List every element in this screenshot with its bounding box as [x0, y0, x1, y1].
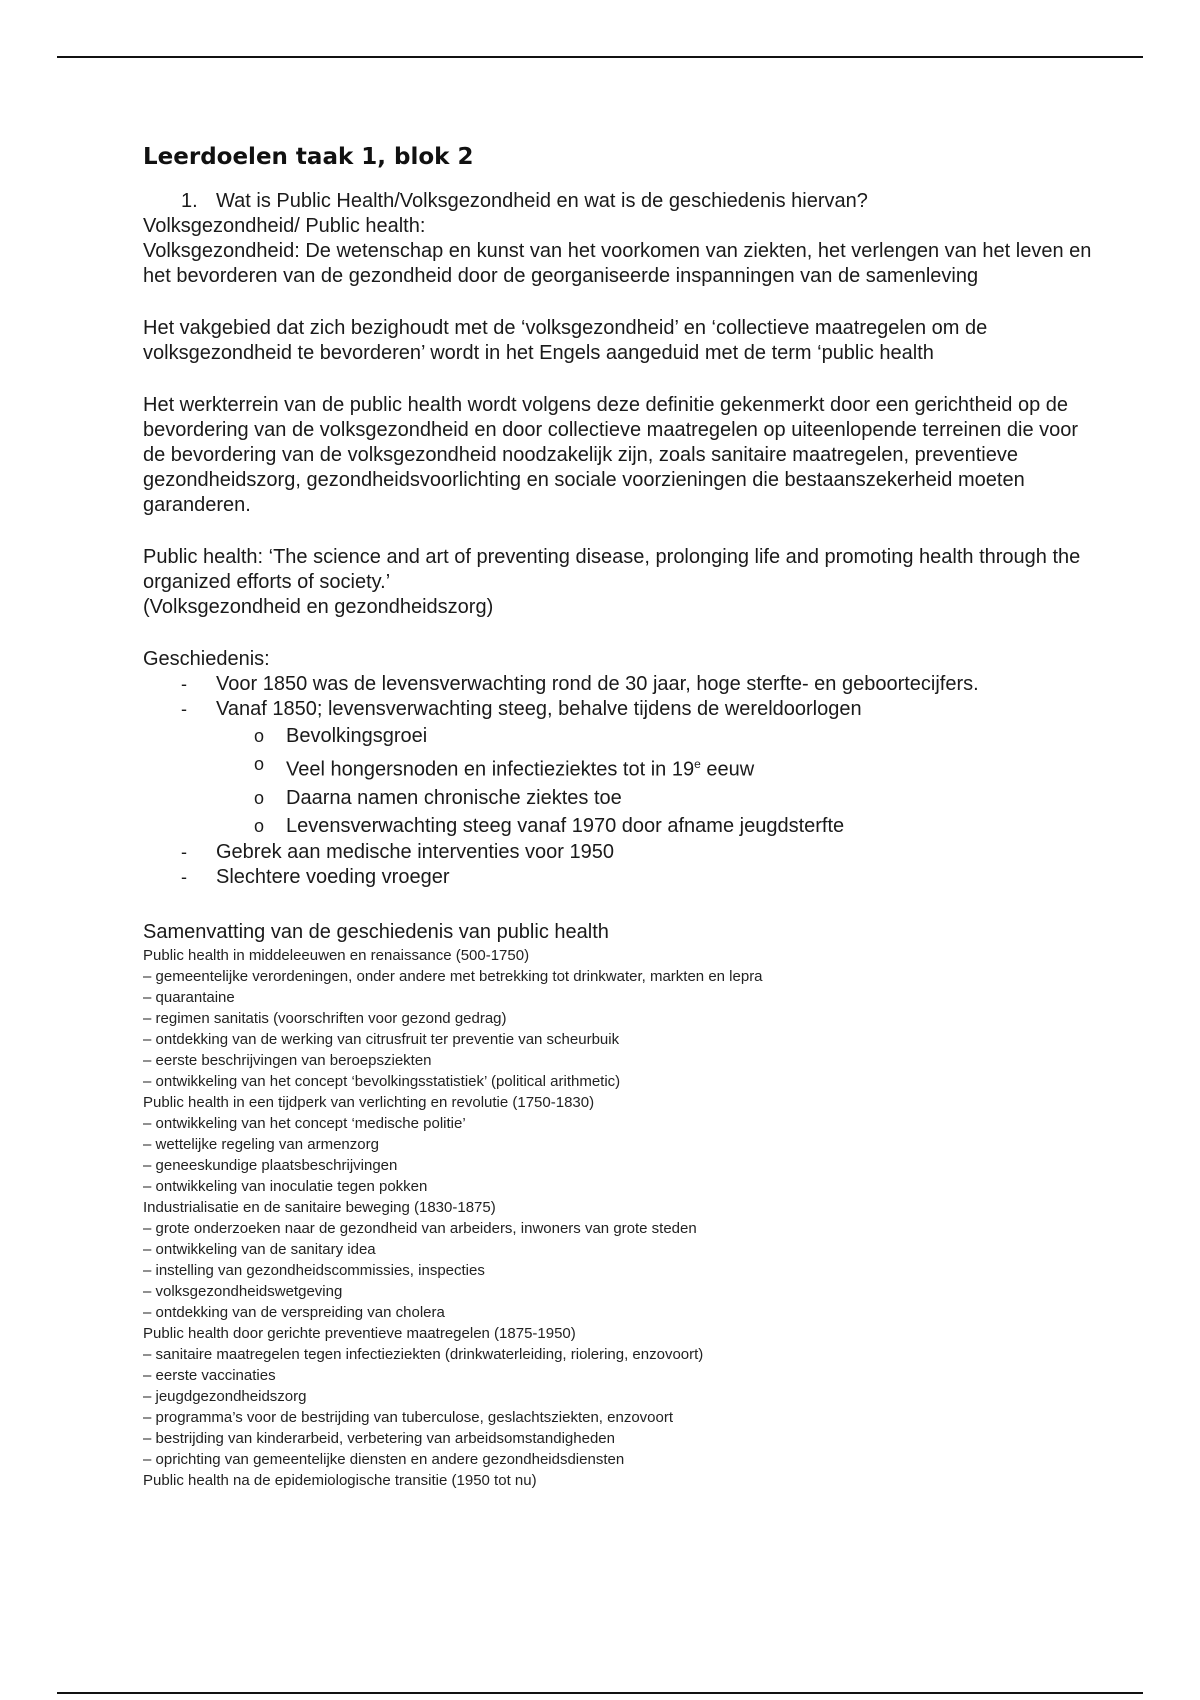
period-heading: Public health in middeleeuwen en renaissance (500-1750)	[143, 946, 530, 964]
question-1	[143, 189, 1103, 214]
header-rule	[57, 56, 1143, 58]
summary-line: – ontwikkeling van inoculatie tegen pokken	[143, 1177, 428, 1195]
summary-line: – programma’s voor de bestrijding van tuberculose, geslachtsziekten, enzovoort	[143, 1408, 674, 1426]
question-text: Wat is Public Health/Volksgezondheid en wat is de geschiedenis hiervan?	[216, 190, 868, 212]
source-citation: (Volksgezondheid en gezondheidszorg)	[143, 596, 494, 618]
summary-line: – ontdekking van de verspreiding van cholera	[143, 1303, 445, 1321]
subheading: Volksgezondheid/ Public health:	[143, 215, 426, 237]
sub-list	[216, 722, 1103, 840]
summary-line: – eerste vaccinaties	[143, 1366, 276, 1384]
summary-line: – regimen sanitatis (voorschriften voor gezond gedrag)	[143, 1009, 507, 1027]
summary-line: – gemeentelijke verordeningen, onder andere met betrekking tot drinkwater, markten en lepra	[143, 967, 763, 985]
period-heading: Industrialisatie en de sanitaire beweging (1830-1875)	[143, 1198, 496, 1216]
list-item: - Voor 1850 was de levensverwachting rond de 30 jaar, hoge sterfte- en geboortecijfers.	[181, 673, 979, 695]
summary-line: – ontwikkeling van de sanitary idea	[143, 1240, 376, 1258]
sub-list-item: o Levensverwachting steeg vanaf 1970 door afname jeugdsterfte	[254, 814, 845, 837]
question-number: 1.	[181, 190, 198, 212]
summary-line: – eerste beschrijvingen van beroepsziekten	[143, 1051, 432, 1069]
summary-line: – oprichting van gemeentelijke diensten en andere gezondheidsdiensten	[143, 1450, 625, 1468]
period-heading: Public health na de epidemiologische transitie (1950 tot nu)	[143, 1471, 537, 1489]
summary-line: – grote onderzoeken naar de gezondheid van arbeiders, inwoners van grote steden	[143, 1219, 697, 1237]
summary-line: – bestrijding van kinderarbeid, verbetering van arbeidsomstandigheden	[143, 1429, 615, 1447]
definition-en: Public health: ‘The science and art of preventing disease, prolonging life and promoting health through the organized efforts of society.’	[143, 546, 1081, 593]
summary-line: – quarantaine	[143, 988, 235, 1006]
footer-rule	[57, 1692, 1143, 1694]
summary-line: – volksgezondheidswetgeving	[143, 1282, 343, 1300]
history-list	[143, 672, 1103, 890]
sub-list-item: o Daarna namen chronische ziektes toe	[254, 786, 622, 809]
summary-line: – ontdekking van de werking van citrusfruit ter preventie van scheurbuik	[143, 1030, 620, 1048]
dash-bullet: -	[181, 674, 187, 694]
summary-line: – ontwikkeling van het concept ‘bevolkingsstatistiek’ (political arithmetic)	[143, 1072, 621, 1090]
paragraph-werkterrein: Het werkterrein van de public health wordt volgens deze definitie gekenmerkt door een gerichtheid op de bevordering van de volksgezondheid en door collectieve maatregelen op uiteenlopende terreinen die voor de bevordering van de volksgezondheid noodzakelijk zijn, zoals sanitaire maatregelen, preventieve gezondheidszorg, gezondheidsvoorlichting en sociale voorzieningen die bestaanszekerheid moeten garanderen.	[143, 394, 1079, 516]
definition-nl: Volksgezondheid: De wetenschap en kunst van het voorkomen van ziekten, het verlengen van het leven en het bevorderen van de gezondheid door de georganiseerde inspanningen van de samenleving	[143, 240, 1092, 287]
list-item: - Vanaf 1850; levensverwachting steeg, behalve tijdens de wereldoorlogen o Bevolkingsgroei o Veel hongersnoden en infectieziektes tot in 19e eeuw o Daarna namen chronische ziektes toe o Levensverwachting steeg vanaf 1970 door afname jeugdsterfte	[143, 697, 1103, 840]
paragraph-vakgebied: Het vakgebied dat zich bezighoudt met de ‘volksgezondheid’ en ‘collectieve maatregelen om de volksgezondheid te bevorderen’ wordt in het Engels aangeduid met de term ‘public health	[143, 317, 988, 364]
summary-line: – geneeskundige plaatsbeschrijvingen	[143, 1156, 398, 1174]
period-heading: Public health door gerichte preventieve maatregelen (1875-1950)	[143, 1324, 576, 1342]
list-item: - Slechtere voeding vroeger	[181, 865, 450, 888]
sub-list-item: o Bevolkingsgroei	[254, 725, 428, 747]
summary-line: – sanitaire maatregelen tegen infectieziekten (drinkwaterleiding, riolering, enzovoort)	[143, 1345, 704, 1363]
summary-line: – wettelijke regeling van armenzorg	[143, 1135, 379, 1153]
page-title: Leerdoelen taak 1, blok 2	[143, 144, 474, 170]
history-title: Geschiedenis:	[143, 648, 270, 670]
summary-line: – instelling van gezondheidscommissies, inspecties	[143, 1261, 485, 1279]
dash-bullet: -	[181, 866, 187, 887]
dash-bullet: -	[181, 699, 187, 719]
summary-line: – ontwikkeling van het concept ‘medische politie’	[143, 1114, 466, 1132]
period-heading: Public health in een tijdperk van verlichting en revolutie (1750-1830)	[143, 1093, 595, 1111]
list-item: - Gebrek aan medische interventies voor 1950	[181, 840, 615, 863]
document-body	[143, 143, 1103, 1491]
dash-bullet: -	[181, 841, 187, 862]
summary-line: – jeugdgezondheidszorg	[143, 1387, 307, 1405]
summary-title: Samenvatting van de geschiedenis van public health	[143, 920, 609, 943]
sub-list-item: o Veel hongersnoden en infectieziektes tot in 19e eeuw	[254, 754, 755, 781]
